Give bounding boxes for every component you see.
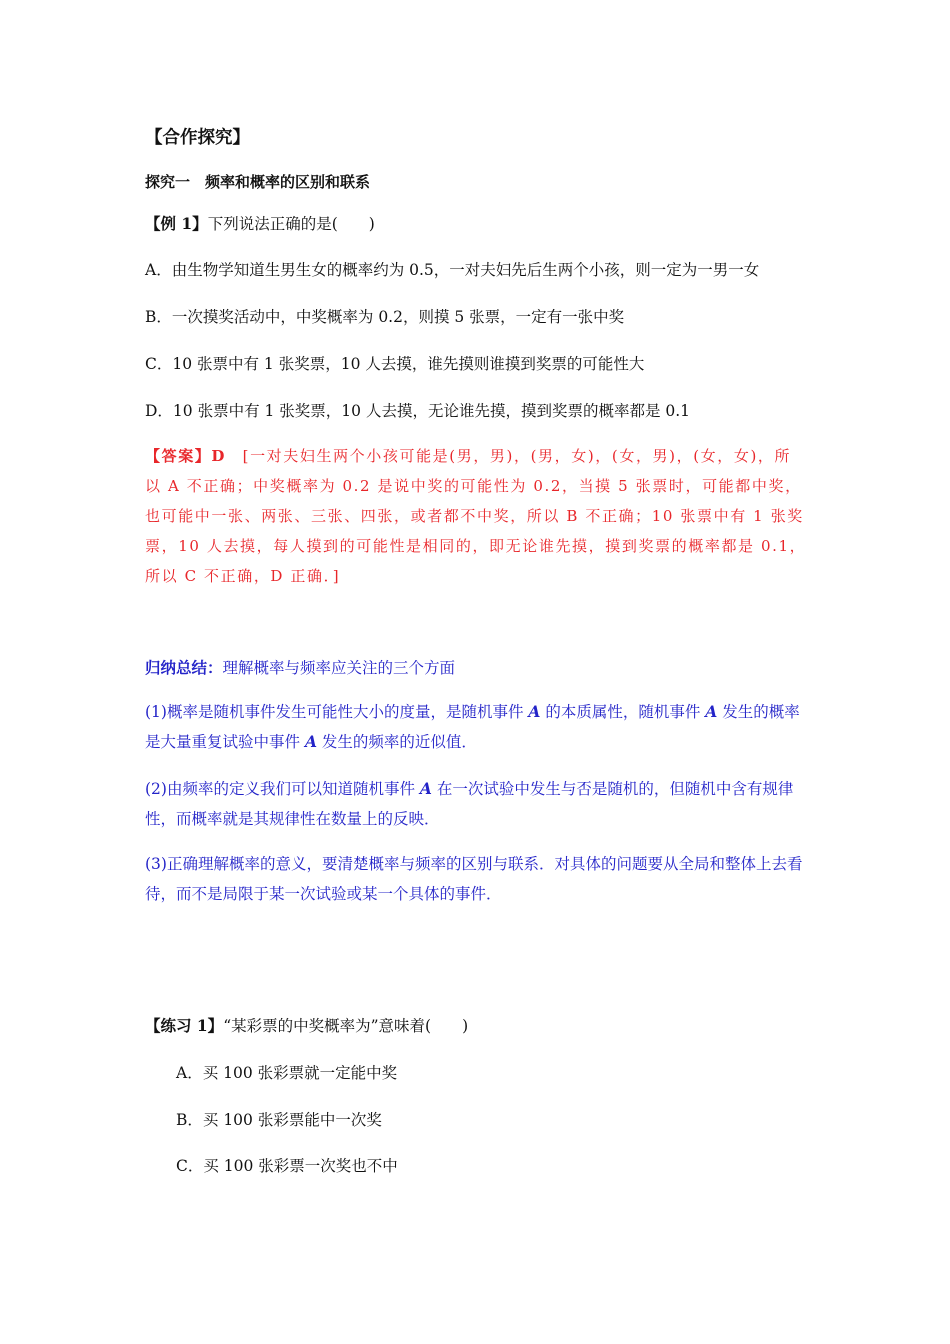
practice-question	[145, 1016, 810, 1036]
example-option-d: D．10 张票中有 1 张奖票，10 人去摸，无论谁先摸，摸到奖票的概率都是 0.1	[145, 402, 691, 420]
summary-point-3: (3)正确理解概率的意义，要清楚概率与频率的区别与联系．对具体的问题要从全局和整体上去看待，而不是局限于某一次试验或某一个具体的事件．	[145, 855, 803, 903]
practice-question-text: “某彩票的中奖概率为”意味着( )	[223, 1017, 469, 1035]
summary-p1-text-c: 发生的概率是大量重复试验中事件	[145, 703, 800, 751]
example-tag: 【例 1】	[145, 214, 208, 233]
summary-p2-var: A	[419, 779, 432, 798]
summary-tag: 归纳总结：	[145, 658, 223, 677]
practice-option-c: C．买 100 张彩票一次奖也不中	[176, 1157, 398, 1175]
section-title: 【合作探究】	[145, 128, 250, 148]
example-question	[145, 214, 810, 234]
inquiry-title: 探究一 频率和概率的区别和联系	[145, 173, 371, 191]
summary-title: 理解概率与频率应关注的三个方面	[222, 659, 456, 677]
example-question-text: 下列说法正确的是( )	[207, 215, 375, 233]
summary-p1-var-b: A	[705, 702, 718, 721]
summary-p1-var-c: A	[304, 732, 317, 751]
summary-p1-text-d: 发生的频率的近似值．	[316, 733, 477, 751]
answer-tag: 【答案】D	[145, 447, 227, 465]
summary-p2-text-a: (2)由频率的定义我们可以知道随机事件	[145, 780, 420, 798]
answer-body: [一对夫妇生两个小孩可能是(男，男)，(男，女)，(女，男)，(女，女)，所以 A 不正确；中奖概率为 0.2 是说中奖的可能性为 0.2，当摸 5 张票时，可能都中奖，也可能中一张、两张、三张、四张，或者都不中奖，所以 B 不正确；10 张票中有 1 张奖票，10 人去摸，每人摸到的可能性是相同的，即无论谁先摸，摸到奖票的概率都是 0.1，所以 C 不正确，D 正确．]	[145, 447, 807, 585]
summary-p1-var-a: A	[528, 702, 541, 721]
practice-option-b: B．买 100 张彩票能中一次奖	[176, 1111, 382, 1129]
summary-p2-text-b: 在一次试验中发生与否是随机的，但随机中含有规律性，而概率就是其规律性在数量上的反映．	[145, 780, 794, 828]
example-option-b: B．一次摸奖活动中，中奖概率为 0.2，则摸 5 张票，一定有一张中奖	[145, 308, 625, 326]
summary-p1-text-a: (1)概率是随机事件发生可能性大小的度量，是随机事件	[145, 703, 529, 721]
summary-p1-text-b: 的本质属性，随机事件	[540, 703, 706, 721]
example-option-a: A．由生物学知道生男生女的概率约为 0.5，一对夫妇先后生两个小孩，则一定为一男一女	[145, 261, 760, 279]
example-option-c: C．10 张票中有 1 张奖票，10 人去摸，谁先摸则谁摸到奖票的可能性大	[145, 355, 645, 373]
practice-tag: 【练习 1】	[145, 1016, 224, 1035]
summary-point-2	[145, 774, 807, 834]
summary-heading	[145, 658, 810, 678]
summary-point-1	[145, 697, 807, 757]
example-answer	[145, 441, 807, 591]
practice-option-a: A．买 100 张彩票就一定能中奖	[176, 1064, 398, 1082]
